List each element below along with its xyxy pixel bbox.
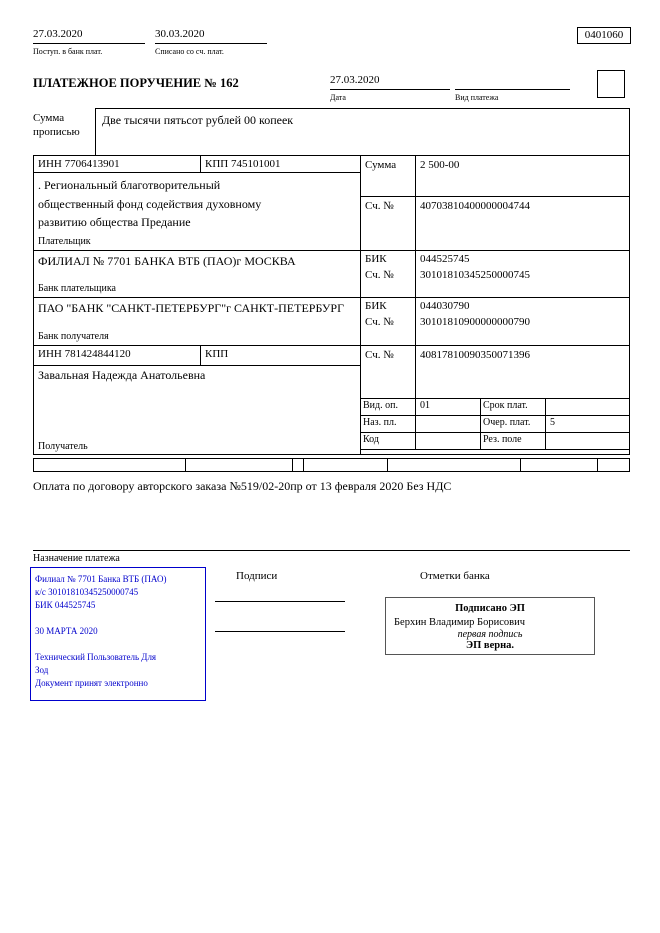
signature-line-2 <box>215 620 345 632</box>
stamp-line: БИК 044525745 <box>35 600 96 610</box>
stamp-line: Филиал № 7701 Банка ВТБ (ПАО) <box>35 574 167 584</box>
payee-kpp-label: КПП <box>205 348 229 360</box>
document-title: ПЛАТЕЖНОЕ ПОРУЧЕНИЕ № 162 <box>33 76 239 90</box>
payment-type-label: Вид платежа <box>455 93 499 102</box>
code-label: Код <box>363 434 379 445</box>
payee-bank-section-label: Банк получателя <box>38 331 109 342</box>
payee-name: Завальная Надежда Анатольевна <box>38 368 206 382</box>
op-block-bottom <box>360 449 630 450</box>
ep-signer-name: Берхин Владимир Борисович <box>394 617 525 628</box>
form-code-box: 0401060 <box>577 27 631 44</box>
line-under-payer-inn <box>33 172 360 173</box>
payee-bank-account-label: Сч. № <box>365 316 394 328</box>
signatures-label: Подписи <box>236 570 278 582</box>
ep-signature-kind: первая подпись <box>457 629 523 640</box>
priority-label: Очер. плат. <box>483 417 531 428</box>
line-under-payer-bank <box>33 297 630 298</box>
payer-kpp: КПП 745101001 <box>205 158 281 170</box>
payment-purpose-text: Оплата по договору авторского заказа №519/02-20пр от 13 февраля 2020 Без НДС <box>33 479 452 493</box>
sum-label: Сумма <box>365 159 397 171</box>
payer-account: 40703810400000004744 <box>420 200 530 212</box>
purpose-kind-label: Наз. пл. <box>363 417 397 428</box>
payee-bank-account: 30101810900000000790 <box>420 316 530 328</box>
date-received-value: 27.03.2020 <box>33 28 145 44</box>
date-received-label: Поступ. в банк плат. <box>33 47 103 56</box>
op-block-divider-1 <box>480 398 481 449</box>
bank-stamp-box <box>30 567 206 701</box>
op-block-row2 <box>360 432 630 433</box>
payee-bank-name: ПАО "БАНК "САНКТ-ПЕТЕРБУРГ"г САНКТ-ПЕТЕРБУРГ <box>38 301 345 315</box>
payer-bank-bik: 044525745 <box>420 253 470 265</box>
stamp-line: Документ принят электронно <box>35 678 148 688</box>
payer-bank-bik-label: БИК <box>365 253 387 265</box>
electronic-signature-box <box>385 597 595 655</box>
ep-verified-label: ЭП верна. <box>465 640 514 651</box>
priority-value: 5 <box>550 417 555 428</box>
bank-marks-label: Отметки банка <box>420 570 490 582</box>
payer-bank-account-label: Сч. № <box>365 269 394 281</box>
line-under-payer <box>33 250 630 251</box>
payee-section-label: Получатель <box>38 441 88 452</box>
stamp-line <box>35 638 201 651</box>
payee-bank-bik: 044030790 <box>420 300 470 312</box>
strip-divider-5 <box>520 458 521 472</box>
payer-name: . Региональный благотворительный общественный фонд содействия духовному развитию общества Предание <box>38 178 262 230</box>
payer-bank-section-label: Банк плательщика <box>38 283 116 294</box>
payer-account-label: Сч. № <box>365 200 394 212</box>
document-date-value: 27.03.2020 <box>330 74 450 90</box>
amount-in-words-value: Две тысячи пятьсот рублей 00 копеек <box>95 108 630 155</box>
op-block-top <box>360 398 630 399</box>
ep-signed-label: Подписано ЭП <box>455 603 525 614</box>
op-block-divider-2 <box>545 398 546 449</box>
payee-account-label: Сч. № <box>365 349 394 361</box>
extra-fields-strip <box>33 458 630 472</box>
payer-inn: ИНН 7706413901 <box>38 158 120 170</box>
line-under-payee-inn <box>33 365 360 366</box>
payment-type-blank-line <box>455 74 570 90</box>
stamp-line: 30 МАРТА 2020 <box>35 626 98 636</box>
op-block-row1 <box>360 415 630 416</box>
payee-account: 40817810090350071396 <box>420 349 530 361</box>
sum-value: 2 500-00 <box>420 159 460 171</box>
strip-divider-3 <box>303 458 304 472</box>
payee-bank-bik-label: БИК <box>365 300 387 312</box>
label-value-divider <box>415 155 416 449</box>
payer-bank-account: 30101810345250000745 <box>420 269 530 281</box>
date-debited-value: 30.03.2020 <box>155 28 267 44</box>
payer-section-label: Плательщик <box>38 236 91 247</box>
stamp-line: Технический Пользователь Для <box>35 652 157 662</box>
purpose-underline <box>33 550 630 551</box>
document-date-label: Дата <box>330 93 346 102</box>
amount-in-words-label: Сумма прописью <box>33 112 80 138</box>
table-main-divider <box>360 155 361 455</box>
strip-divider-4 <box>387 458 388 472</box>
inn-kpp-divider-payee <box>200 345 201 365</box>
strip-divider-1 <box>185 458 186 472</box>
strip-divider-6 <box>597 458 598 472</box>
payer-bank-name: ФИЛИАЛ № 7701 БАНКА ВТБ (ПАО)г МОСКВА <box>38 254 296 268</box>
payment-purpose-label: Назначение платежа <box>33 553 120 564</box>
reserve-field-label: Рез. поле <box>483 434 522 445</box>
line-under-sum <box>360 196 630 197</box>
stamp-line <box>35 612 201 625</box>
payee-inn: ИНН 781424844120 <box>38 348 131 360</box>
line-under-payee-bank <box>33 345 630 346</box>
inn-kpp-divider-top <box>200 155 201 172</box>
op-kind-label: Вид. оп. <box>363 400 398 411</box>
signature-line-1 <box>215 590 345 602</box>
stamp-line: к/с 30101810345250000745 <box>35 587 139 597</box>
pay-term-label: Срок плат. <box>483 400 528 411</box>
payment-kind-checkbox <box>597 70 625 98</box>
strip-divider-2 <box>292 458 293 472</box>
date-debited-label: Списано со сч. плат. <box>155 47 224 56</box>
stamp-line: Зод <box>35 665 49 675</box>
op-kind-value: 01 <box>420 400 430 411</box>
